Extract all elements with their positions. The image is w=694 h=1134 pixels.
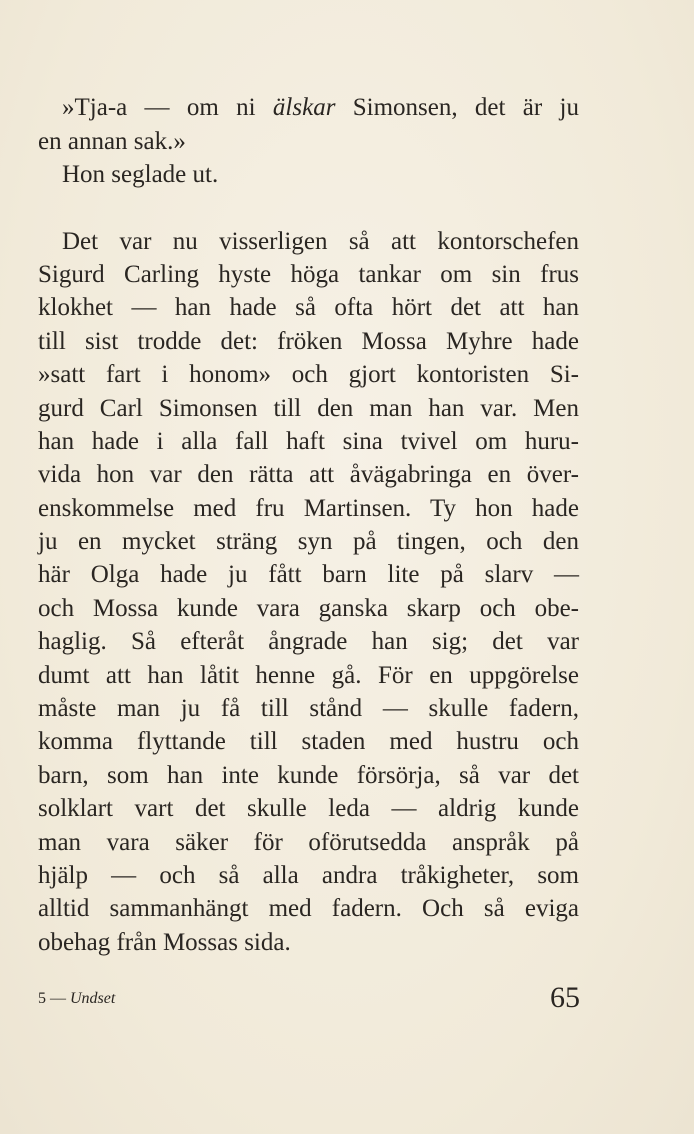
text-line — [62, 92, 579, 124]
text-line: gurd Carl Simonsen till den man han var. Men — [38, 395, 579, 422]
text-line: här Olga hade ju fått barn lite på slarv — — [38, 561, 579, 588]
text-line: komma flyttande till staden med hustru och — [38, 728, 579, 755]
text-line: haglig. Så efteråt ångrade han sig; det var — [38, 628, 579, 655]
signature-dash: — — [50, 990, 66, 1007]
text-line: alltid sammanhängt med fadern. Och så eviga — [38, 895, 579, 922]
text-line: man vara säker för oförutsedda anspråk på — [38, 829, 579, 856]
text-line: till sist trodde det: fröken Mossa Myhre hade — [38, 328, 579, 355]
text-line: barn, som han inte kunde försörja, så var det — [38, 762, 579, 789]
text-line: vida hon var den rätta att åvägabringa en över- — [38, 461, 579, 488]
signature-number: 5 — [38, 990, 46, 1007]
text-line: klokhet — han hade så ofta hört det att han — [38, 294, 579, 321]
text-line: Det var nu visserligen så att kontorschefen — [62, 228, 579, 255]
printer-signature — [38, 988, 115, 1010]
page-number: 65 — [550, 981, 580, 1014]
text-line: och Mossa kunde vara ganska skarp och obe- — [38, 595, 579, 622]
text-line: enskommelse med fru Martinsen. Ty hon hade — [38, 495, 579, 522]
text-line: han hade i alla fall haft sina tvivel om huru- — [38, 428, 579, 455]
signature-name: Undset — [70, 990, 116, 1007]
text-line: Hon seglade ut. — [62, 161, 219, 188]
text-line: »satt fart i honom» och gjort kontoristen Si- — [38, 361, 579, 388]
text-segment: »Tja-a — om ni — [62, 94, 273, 121]
text-line: måste man ju få till stånd — skulle fadern, — [38, 695, 579, 722]
text-line: Sigurd Carling hyste höga tankar om sin frus — [38, 261, 579, 288]
text-line: ju en mycket sträng syn på tingen, och den — [38, 528, 579, 555]
text-line: solklart vart det skulle leda — aldrig kunde — [38, 795, 579, 822]
text-segment: Simonsen, det är ju — [335, 94, 579, 121]
text-line: hjälp — och så alla andra tråkigheter, som — [38, 862, 579, 889]
text-line: dumt att han låtit henne gå. För en uppgörelse — [38, 662, 579, 689]
text-line: en annan sak.» — [38, 128, 186, 155]
text-line: obehag från Mossas sida. — [38, 929, 291, 956]
italic-word: älskar — [272, 94, 336, 121]
